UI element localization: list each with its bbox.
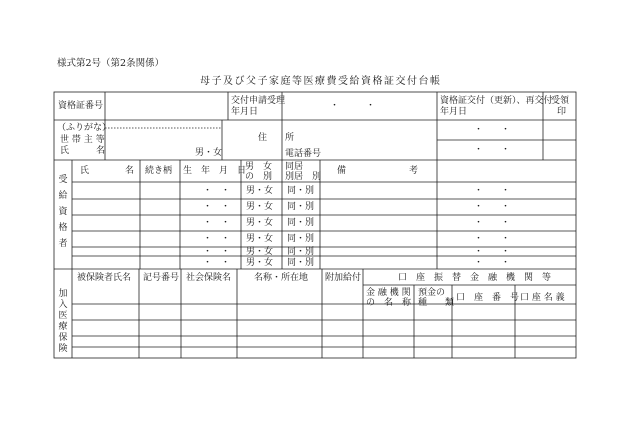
col-relation: 続き柄 [145, 166, 173, 176]
col-account-name: 口 座 名 義 [520, 293, 565, 303]
col-name: 氏 名 [80, 166, 135, 176]
col-symbol-number: 記号番号 [143, 273, 180, 283]
birth-dots: ・ ・ [203, 186, 231, 196]
cert-number-label: 資格証番号 [58, 101, 104, 111]
date-dots: ・ ・ [474, 186, 511, 196]
col-name-address: 名称・所在地 [254, 273, 309, 283]
col-remarks: 備 考 [337, 166, 419, 176]
date-dots: ・ ・ [474, 258, 511, 268]
gender-value: 男・女 [246, 218, 274, 228]
col-added-benefit: 附加給付 [325, 273, 362, 283]
cohab-value: 同・別 [287, 258, 315, 268]
col-deposit-2: 種 類 [418, 298, 455, 308]
apply-date-label-2: 年月日 [231, 107, 259, 117]
col-insurer-name: 社会保険名 [186, 273, 232, 283]
issue-date-label-1: 資格証交付（更新）、再交付 [440, 96, 553, 106]
address-label: 住 所 [258, 133, 295, 143]
birth-dots: ・ ・ [203, 202, 231, 212]
stamp-label-1: 受領 [551, 96, 570, 106]
col-bank-2: の 名 称 [366, 298, 412, 308]
gender-value: 男・女 [246, 202, 274, 212]
head-date-dots-2: ・ ・ [474, 145, 511, 155]
date-dots: ・ ・ [474, 234, 511, 244]
col-transfer-bank: 口 座 振 替 金 融 機 関 等 [398, 273, 552, 283]
col-insured-name: 被保険者氏名 [77, 273, 132, 283]
form-number: 様式第2号（第2条関係） [57, 58, 165, 69]
cohab-value: 同・別 [287, 186, 315, 196]
col-deposit-1: 預金の [418, 288, 446, 298]
col-cohab-2: 別居 別 [285, 172, 322, 182]
date-dots: ・ ・ [474, 202, 511, 212]
page-title: 母子及び父子家庭等医療費受給資格証交付台帳 [200, 76, 442, 87]
date-dots: ・ ・ [474, 247, 511, 257]
furigana-label: （ふりがな） [57, 123, 112, 133]
phone-label: 電話番号 [285, 149, 322, 159]
gender-value: 男・女 [246, 186, 274, 196]
cohab-value: 同・別 [287, 247, 315, 257]
birth-dots: ・ ・ [203, 218, 231, 228]
cohab-value: 同・別 [287, 234, 315, 244]
col-cohab-1: 同居 [285, 162, 304, 172]
cohab-value: 同・別 [287, 202, 315, 212]
cohab-value: 同・別 [287, 218, 315, 228]
col-bank-1: 金 融 機 関 [366, 288, 411, 298]
gender-value: 男・女 [246, 234, 274, 244]
date-dots: ・ ・ [474, 218, 511, 228]
col-birth: 生 年 月 日 [183, 166, 247, 176]
apply-date-label-1: 交付申請受理 [231, 96, 286, 106]
head-date-dots-1: ・ ・ [474, 125, 511, 135]
birth-dots: ・ ・ [203, 247, 231, 257]
insurance-section-label: 加 入 医 療 保 険 [58, 289, 68, 354]
col-gender-1: 男 女 [245, 162, 273, 172]
gender-value: 男・女 [246, 258, 274, 268]
birth-dots: ・ ・ [203, 258, 231, 268]
recipients-section-label: 受 給 資 格 者 [58, 175, 68, 249]
gender-choice: 男・女 [195, 148, 223, 158]
head-label: 世 帯 主 等 [60, 135, 105, 145]
birth-dots: ・ ・ [203, 234, 231, 244]
stamp-label-2: 印 [557, 107, 567, 117]
gender-value: 男・女 [246, 247, 274, 257]
head-name-label: 氏 名 [60, 146, 106, 156]
col-gender-2: の 別 [245, 172, 273, 182]
col-account-number: 口 座 番 号 [456, 293, 520, 303]
apply-date-dots: ・ ・ [330, 101, 376, 111]
issue-date-label-2: 年月日 [440, 107, 468, 117]
